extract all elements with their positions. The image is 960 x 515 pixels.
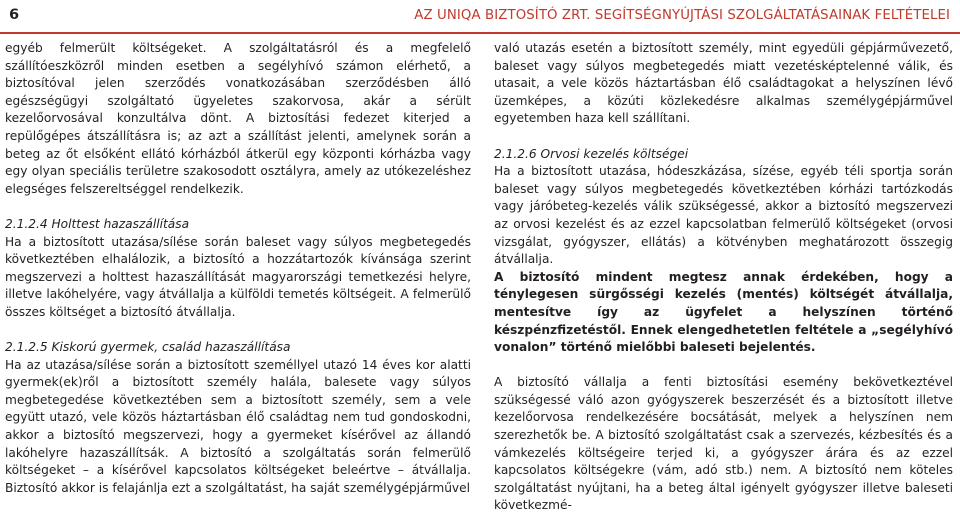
section-heading: 2.1.2.6 Orvosi kezelés költségei <box>494 146 689 161</box>
section-heading: 2.1.2.5 Kiskorú gyermek, család hazaszállítása <box>5 340 291 355</box>
left-column <box>5 40 471 497</box>
header-rule <box>0 32 960 34</box>
right-column <box>494 40 953 515</box>
paragraph: Ha az utazása/sílése során a biztosított személlyel utazó 14 éves kor alatti gyermek(ek)ről a biztosított személy halála, balesete vagy súlyos megbetegedése következtében sem a biztosított személy, sem a vele együtt utazó, vele közös háztartásban élő családtag nem tud gondoskodni, akkor a biztosító megszervezi, hogy a gyermeket kísérővel az állandó lakóhelyre hazaszállítsák. A biztosító a szolgáltatás során felmerülő költségeket – a kísérővel kapcsolatos költségeket beleértve – átvállalja. Biztosító akkor is felajánlja ezt a szolgáltatást, ha saját személygépjárművel <box>5 357 471 495</box>
paragraph: A biztosító vállalja a fenti biztosítási esemény bekövetkeztével szükségessé váló azon gyógyszerek beszerzését és a biztosított illetve kezelőorvosa rendelkezésére bocsátását, melyek a helyszínen nem szerezhetők be. A biztosító szolgáltatást csak a szervezés, kézbesítés és a vámkezelés költségeire terjed ki, a gyógyszer árára és az ezzel kapcsolatos költségekre (vám, adó stb.) nem. A biztosító nem köteles szolgáltatást nyújtani, ha a beteg által igényelt gyógyszer illetve baleseti következmé- <box>494 375 953 513</box>
section-heading: 2.1.2.4 Holttest hazaszállítása <box>5 216 190 231</box>
paragraph: egyéb felmerült költségeket. A szolgáltatásról és a megfelelő szállítóeszközről minden esetben a segélyhívó számon elérhető, a biztosítóval jelen szerződés vonatkozásában szerződésben álló egészségügyi szolgáltató ügyeletes szakorvosa, akár a sérült kezelőorvosával konzultálva dönt. A biztosítási fedezet kiterjed a repülőgépes átszállításra is; az azt a szállítást jelenti, amelynek során a beteg az őt elsőként ellátó kórházból átkerül egy központi kórházba vagy egy olyan speciális területre szakosodott osztályra, amely az utókezeléshez elegséges felszereltséggel rendelkezik. <box>5 41 471 196</box>
running-head: AZ UNIQA BIZTOSÍTÓ ZRT. SEGÍTSÉGNYÚJTÁSI SZOLGÁLTATÁSAINAK FELTÉTELEI <box>414 8 950 23</box>
emphasized-paragraph: A biztosító mindent megtesz annak érdekében, hogy a ténylegesen sürgősségi kezelés (mentés) költségét átvállalja, mentesítve így az ügyfelet a helyszínen történő készpénzfizetéstől. Ennek elengedhetetlen feltétele a „segélyhívó vonalon” történő mielőbbi baleseti bejelentés. <box>494 269 953 355</box>
page-header <box>0 0 960 34</box>
paragraph: Ha a biztosított utazása/sílése során baleset vagy súlyos megbetegedés következtében elhalálozik, a biztosító a hozzátartozók kívánsága szerint megszervezi a holttest hazaszállítását magyarországi temetkezési helyre, illetve lakóhelyére, vagy átvállalja a külföldi temetés költségeit. A felmerülő összes költséget a biztosító átvállalja. <box>5 234 471 319</box>
page-number: 6 <box>9 7 20 23</box>
paragraph: való utazás esetén a biztosított személy, mint egyedüli gépjárművezető, baleset vagy súlyos megbetegedés miatt vezetésképtelenné válik, és utasait, a vele közös háztartásban élő családtagokat a helyszínen lévő üzemképes, a közúti közlekedésre alkalmas személygépjárművel egyetemben haza kell szállítani. <box>494 41 953 126</box>
paragraph: Ha a biztosított utazása, hódeszkázása, sízése, egyéb téli sportja során baleset vagy súlyos megbetegedés következtében kórházi tartózkodás vagy járóbeteg-kezelés válik szükségessé, akkor a biztosító megszervezi az orvosi kezelést és az ezzel kapcsolatban felmerülő költségeket (orvosi vizsgálat, gyógyszer, ellátás) a kötvényben meghatározott összegig átvállalja. <box>494 164 953 267</box>
